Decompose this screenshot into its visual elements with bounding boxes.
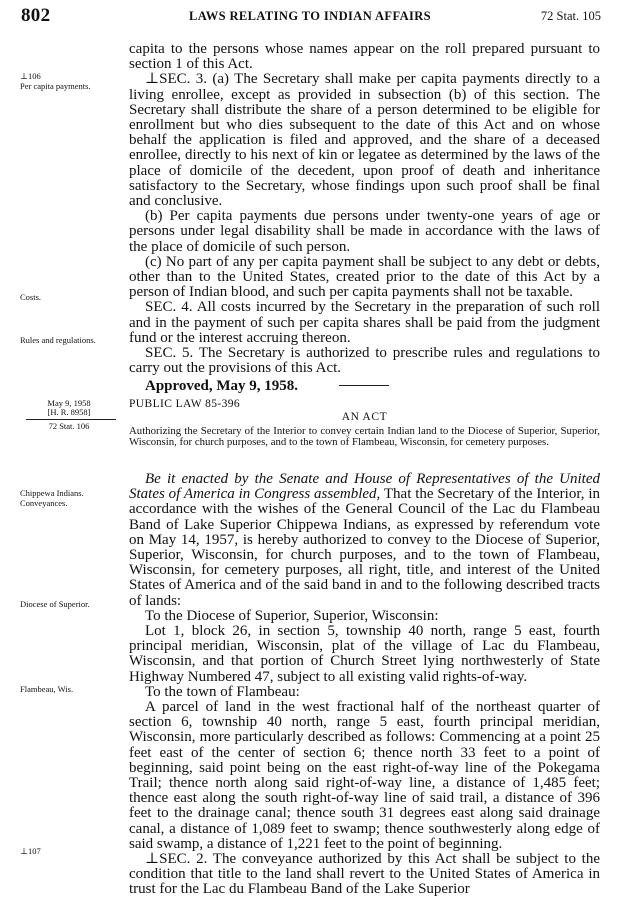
enacting-clause-italic: Be it enacted by the Senate and House of Representatives of the United States of America in Congress assembled, bbox=[129, 471, 600, 503]
statute-reference: 72 Stat. 105 bbox=[540, 9, 601, 23]
margin-note-date: May 9, 1958 bbox=[47, 398, 91, 408]
separator-rule bbox=[339, 385, 389, 386]
act-title: Authorizing the Secretary of the Interior to convey certain Indian land to the Diocese of Superior, Superior, Wisconsin, for church purposes, and to the town of Flambeau, Wisconsin, for cemetery purposes. bbox=[129, 425, 600, 449]
paragraph-sec-4: SEC. 4. All costs incurred by the Secretary in the preparation of such roll and in the payment of such per capita shares shall be paid from the judgment fund or the interest accruing thereon. bbox=[129, 299, 600, 346]
town-heading: To the town of Flambeau: bbox=[145, 683, 300, 700]
enacting-clause-rest: That the Secretary of the Interior, in accordance with the wishes of the General Council of the Lac du Flambeau Band of Lake Superior Chippewa Indians, as expressed by referendum vote on May 14, 1957, is hereby authorized to convey to the Diocese of Superior, Superior, Wisconsin, for church purposes, and to the town of Flambeau, Wisconsin, for cemetery purposes, all right, title, and interest of the United States of America and of the said band in and to the following described tracts of lands: bbox=[129, 486, 600, 609]
paragraph-continuation: capita to the persons whose names appear on the roll prepared pursuant to section 1 of this Act. bbox=[129, 41, 600, 73]
town-description: A parcel of land in the west fractional half of the northeast quarter of section 6, township 40 north, range 5 east, fourth principal meridian, Wisconsin, more particularly described as follows: Commencing at a point 25 feet east of the center of section 6; thence north 33 feet to a point of beginning, said point being on the east right-of-way line of the Pokegama Trail; thence north along said right-of-way line, a distance of 1,485 feet; thence east along the south right-of-way line of said trail, a distance of 396 feet to the drainage canal; thence south 31 degrees east along said drainage canal, a distance of 1,089 feet to swamp; thence southwesterly along edge of said swamp, a distance of 1,221 feet to the point of beginning. bbox=[129, 699, 600, 852]
margin-note-stat-106: 72 Stat. 106 bbox=[48, 421, 90, 431]
diocese-description: Lot 1, block 26, in section 5, township 40 north, range 5 east, fourth principal meridian, Wisconsin, plat of the village of Lac du Flambeau, Wisconsin, and that portion of Church Street lying northwesterly of State Highway Numbered 47, subject to all existing valid rights-of-way. bbox=[129, 623, 600, 685]
diocese-heading: To the Diocese of Superior, Superior, Wisconsin: bbox=[145, 607, 439, 624]
margin-note-106: ⊥106 bbox=[20, 71, 41, 81]
approved-line: Approved, May 9, 1958. bbox=[145, 378, 299, 395]
public-law-number: PUBLIC LAW 85-396 bbox=[129, 398, 241, 410]
paragraph-sec-2: ⊥SEC. 2. The conveyance authorized by this Act shall be subject to the condition that title to the land shall revert to the United States of America in trust for the Lac du Flambeau Band of the Lake Superior bbox=[129, 851, 600, 898]
body-text-part-1 bbox=[129, 42, 600, 395]
margin-rule bbox=[26, 419, 116, 420]
margin-note-flambeau: Flambeau, Wis. bbox=[20, 684, 74, 694]
paragraph-sec-3c: (c) No part of any per capita payment shall be subject to any debt or debts, other than to the United States, created prior to the date of this Act by a person of Indian blood, and such per capita payments shall not be taxable. bbox=[129, 253, 600, 301]
body-text-part-2 bbox=[129, 472, 600, 898]
margin-note-per-capita: Per capita payments. bbox=[20, 81, 91, 91]
margin-note-rules: Rules and regulations. bbox=[20, 335, 96, 345]
paragraph-sec-3b: (b) Per capita payments due persons under twenty-one years of age or persons under legal disability shall be made in accordance with the laws of the place of domicile of such person. bbox=[129, 208, 600, 255]
margin-note-bill: [H. R. 8958] bbox=[47, 407, 91, 417]
margin-note-diocese: Diocese of Superior. bbox=[20, 599, 90, 609]
act-heading: AN ACT bbox=[341, 411, 388, 423]
paragraph-sec-5: SEC. 5. The Secretary is authorized to prescribe rules and regulations to carry out the provisions of this Act. bbox=[129, 345, 600, 377]
paragraph-sec-3a: ⊥SEC. 3. (a) The Secretary shall make per capita payments directly to a living enrollee, except as provided in subsection (b) of this section. The Secretary shall distribute the share of a person determined to be eligible for enrollment but who dies subsequent to the date of this Act and on whose behalf the application is filed and approved, and the share of a deceased enrollee, directly to his next of kin or legatee as determined by the laws of the place of domicile of the decedent, upon proof of death and inheritance satisfactory to the Secretary, whose findings upon such proof shall be final and conclusive. bbox=[129, 71, 600, 210]
margin-note-costs: Costs. bbox=[20, 292, 42, 302]
running-title: LAWS RELATING TO INDIAN AFFAIRS bbox=[188, 9, 432, 23]
margin-note-chippewa: Chippewa Indians. Conveyances. bbox=[20, 488, 84, 508]
enacting-clause bbox=[129, 472, 600, 609]
page-number: 802 bbox=[21, 5, 51, 26]
margin-note-107: ⊥107 bbox=[20, 846, 41, 856]
